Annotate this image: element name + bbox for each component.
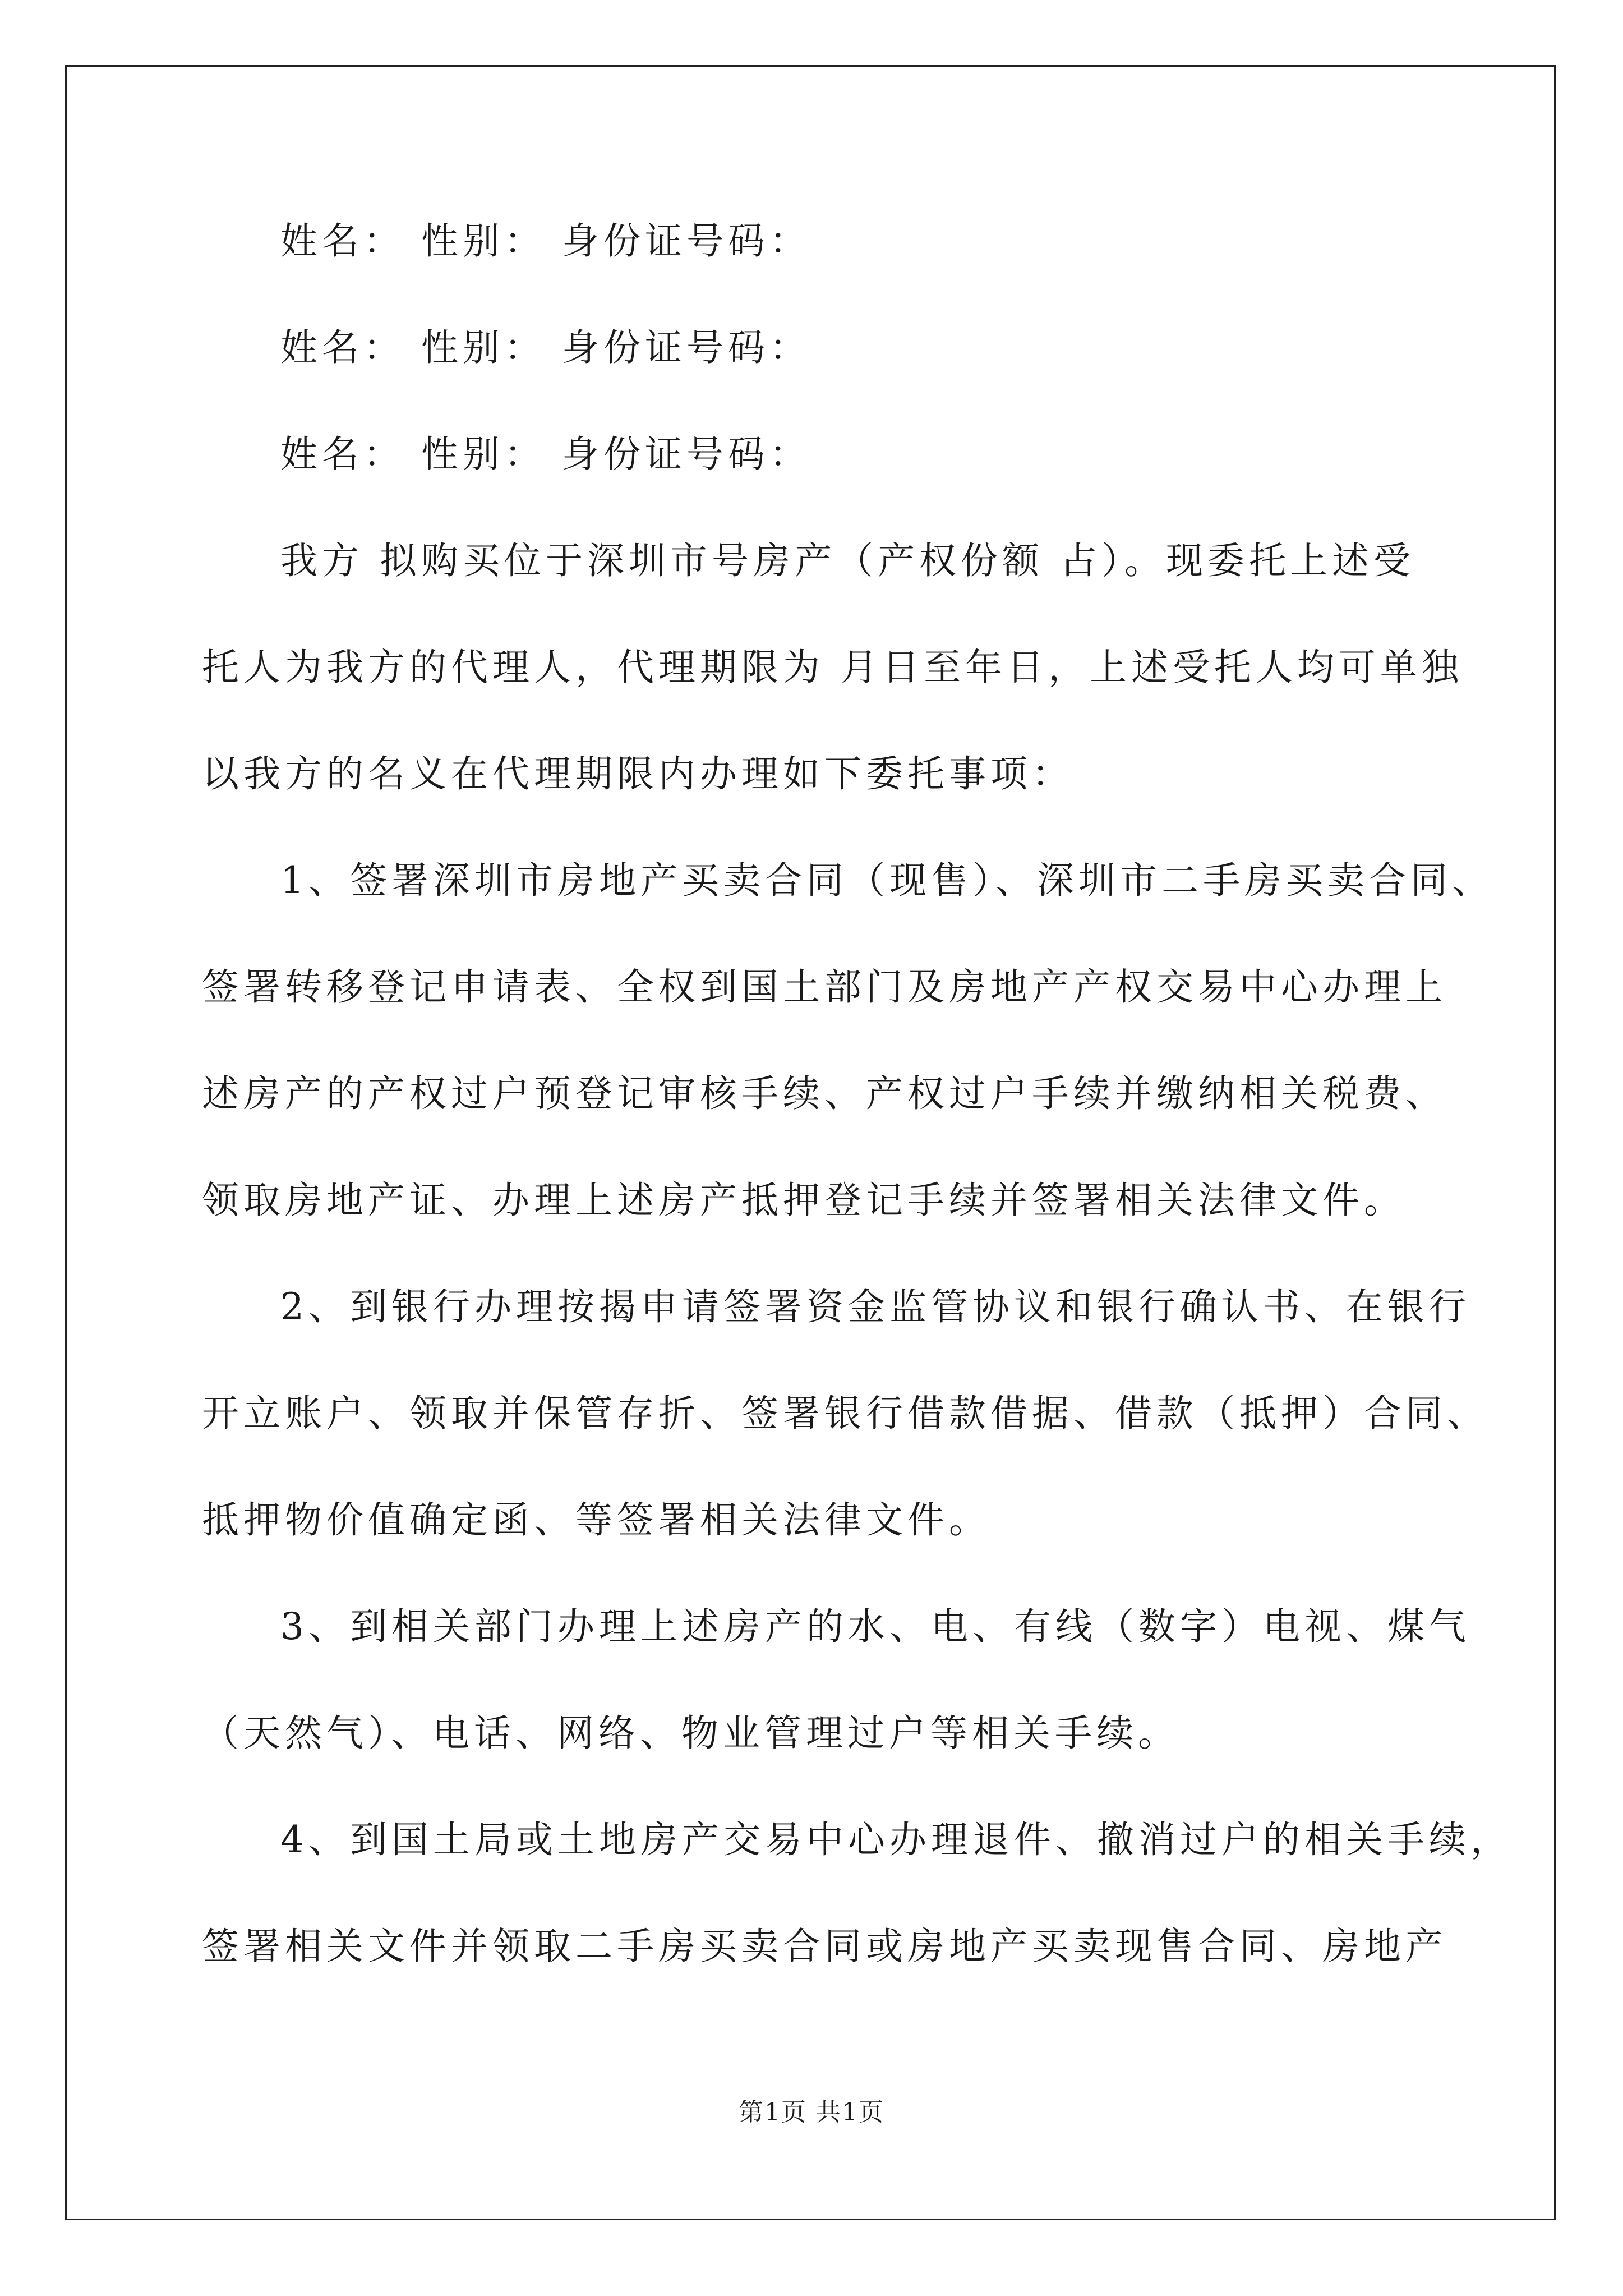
body-text-line: 托人为我方的代理人，代理期限为 月日至年日，上述受托人均可单独 xyxy=(202,646,1463,689)
body-text-line: 我方 拟购买位于深圳市号房产（产权份额 占）。现委托上述受 xyxy=(280,539,1415,582)
page-border xyxy=(65,65,1556,2220)
item-3-line: 3、到相关部门办理上述房产的水、电、有线（数字）电视、煤气 xyxy=(280,1605,1470,1648)
item-2-line: 抵押物价值确定函、等签署相关法律文件。 xyxy=(202,1498,990,1542)
item-1-line: 领取房地产证、办理上述房产抵押登记手续并签署相关法律文件。 xyxy=(202,1179,1405,1222)
item-4-line: 签署相关文件并领取二手房买卖合同或房地产买卖现售合同、房地产 xyxy=(202,1925,1447,1968)
page-number-footer: 第1页 共1页 xyxy=(739,2098,884,2127)
item-1-line: 1、签署深圳市房地产买卖合同（现售）、深圳市二手房买卖合同、 xyxy=(280,859,1493,902)
principal-info-line-1: 姓名： 性别： 身份证号码： xyxy=(280,219,811,263)
principal-info-line-3: 姓名： 性别： 身份证号码： xyxy=(280,432,811,476)
item-1-line: 述房产的产权过户预登记审核手续、产权过户手续并缴纳相关税费、 xyxy=(202,1072,1447,1115)
body-text-line: 以我方的名义在代理期限内办理如下委托事项： xyxy=(202,752,1073,795)
item-4-line: 4、到国土局或土地房产交易中心办理退件、撤消过户的相关手续， xyxy=(280,1818,1512,1861)
item-1-line: 签署转移登记申请表、全权到国土部门及房地产产权交易中心办理上 xyxy=(202,965,1447,1009)
item-2-line: 开立账户、领取并保管存折、签署银行借款借据、借款（抵押）合同、 xyxy=(202,1392,1488,1435)
principal-info-line-2: 姓名： 性别： 身份证号码： xyxy=(280,326,811,369)
item-2-line: 2、到银行办理按揭申请签署资金监管协议和银行确认书、在银行 xyxy=(280,1285,1470,1328)
item-3-line: （天然气）、电话、网络、物业管理过户等相关手续。 xyxy=(202,1711,1179,1755)
